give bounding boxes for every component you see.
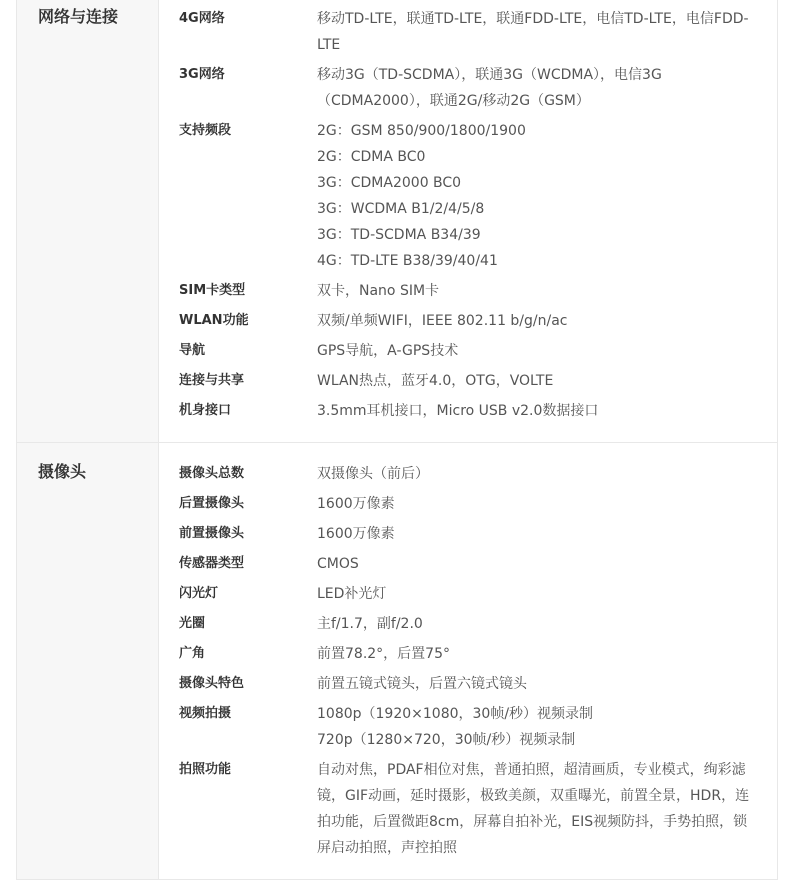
spec-label: 支持频段 (179, 123, 232, 138)
spec-value-line: 前置78.2°，后置75° (317, 646, 450, 662)
spec-value-line: 2G：GSM 850/900/1800/1900 (317, 123, 526, 139)
section-title: 摄像头 (17, 443, 159, 879)
spec-row (179, 611, 777, 641)
spec-row (179, 491, 777, 521)
section-body (159, 0, 777, 442)
spec-table (16, 0, 778, 880)
spec-label: 传感器类型 (179, 556, 245, 571)
spec-label: SIM卡类型 (179, 283, 246, 298)
spec-value-line: 1600万像素 (317, 496, 395, 512)
spec-value-line: 2G：CDMA BC0 (317, 149, 426, 165)
spec-value-line: 移动3G（TD-SCDMA），联通3G（WCDMA），电信3G（CDMA2000），联通2G/移动2G（GSM） (317, 67, 662, 109)
spec-row (179, 278, 777, 308)
spec-value (317, 62, 757, 114)
spec-value-line: 双卡，Nano SIM卡 (317, 283, 440, 299)
spec-row (179, 671, 777, 701)
spec-value-line: 1080p（1920×1080，30帧/秒）视频录制 (317, 706, 594, 722)
spec-label: 4G网络 (179, 11, 225, 26)
spec-label: 摄像头特色 (179, 676, 245, 691)
spec-value (317, 368, 757, 394)
spec-row (179, 521, 777, 551)
spec-value (317, 308, 757, 334)
spec-label: 广角 (179, 646, 206, 661)
spec-value (317, 6, 757, 58)
spec-row (179, 701, 777, 757)
spec-value-line: 自动对焦，PDAF相位对焦，普通拍照，超清画质，专业模式，绚彩滤镜，GIF动画，延时摄影，极致美颜，双重曝光，前置全景，HDR，连拍功能，后置微距8cm，屏幕自拍补光，EIS视频防抖，手势拍照，锁屏启动拍照，声控拍照 (317, 762, 750, 856)
spec-value-line: 720p（1280×720，30帧/秒）视频录制 (317, 732, 576, 748)
spec-label: 前置摄像头 (179, 526, 245, 541)
spec-value (317, 491, 757, 517)
spec-value-line: 3.5mm耳机接口，Micro USB v2.0数据接口 (317, 403, 599, 419)
spec-value (317, 641, 757, 667)
spec-row (179, 641, 777, 671)
section-body (159, 443, 777, 879)
spec-row (179, 581, 777, 611)
spec-value (317, 521, 757, 547)
spec-value (317, 701, 757, 753)
spec-value (317, 757, 757, 861)
spec-value-line: 主f/1.7，副f/2.0 (317, 616, 423, 632)
spec-value-line: CMOS (317, 556, 359, 572)
spec-value-line: 4G：TD-LTE B38/39/40/41 (317, 253, 498, 269)
spec-label: 后置摄像头 (179, 496, 245, 511)
spec-value-line: 双摄像头（前后） (317, 466, 429, 482)
spec-value-line: 3G：CDMA2000 BC0 (317, 175, 462, 191)
spec-row (179, 6, 777, 62)
spec-value (317, 461, 757, 487)
spec-value-line: 前置五镜式镜头，后置六镜式镜头 (317, 676, 527, 692)
spec-value-line: WLAN热点，蓝牙4.0，OTG，VOLTE (317, 373, 554, 389)
spec-value (317, 398, 757, 424)
spec-row (179, 308, 777, 338)
spec-label: 光圈 (179, 616, 206, 631)
spec-value (317, 671, 757, 697)
spec-row (179, 757, 777, 865)
spec-row (179, 461, 777, 491)
spec-value-line: 3G：WCDMA B1/2/4/5/8 (317, 201, 485, 217)
spec-label: 视频拍摄 (179, 706, 232, 721)
spec-value-line: GPS导航，A-GPS技术 (317, 343, 459, 359)
spec-value (317, 338, 757, 364)
spec-label: 机身接口 (179, 403, 232, 418)
section-title: 网络与连接 (17, 0, 159, 442)
spec-value-line: LED补光灯 (317, 586, 387, 602)
spec-label: 导航 (179, 343, 206, 358)
spec-label: 拍照功能 (179, 762, 232, 777)
spec-row (179, 398, 777, 428)
spec-value-line: 3G：TD-SCDMA B34/39 (317, 227, 481, 243)
spec-label: WLAN功能 (179, 313, 249, 328)
spec-value (317, 581, 757, 607)
spec-section (17, 0, 777, 443)
spec-value-line: 1600万像素 (317, 526, 395, 542)
spec-value (317, 611, 757, 637)
spec-value-line: 移动TD-LTE，联通TD-LTE，联通FDD-LTE，电信TD-LTE，电信FDD-LTE (317, 11, 749, 53)
spec-row (179, 338, 777, 368)
spec-label: 闪光灯 (179, 586, 219, 601)
spec-label: 连接与共享 (179, 373, 245, 388)
spec-label: 摄像头总数 (179, 466, 245, 481)
spec-value (317, 551, 757, 577)
spec-value (317, 278, 757, 304)
spec-row (179, 551, 777, 581)
spec-row (179, 62, 777, 118)
spec-section (17, 443, 777, 880)
spec-row (179, 118, 777, 278)
spec-value-line: 双频/单频WIFI，IEEE 802.11 b/g/n/ac (317, 313, 568, 329)
spec-row (179, 368, 777, 398)
spec-label: 3G网络 (179, 67, 225, 82)
spec-value (317, 118, 757, 274)
